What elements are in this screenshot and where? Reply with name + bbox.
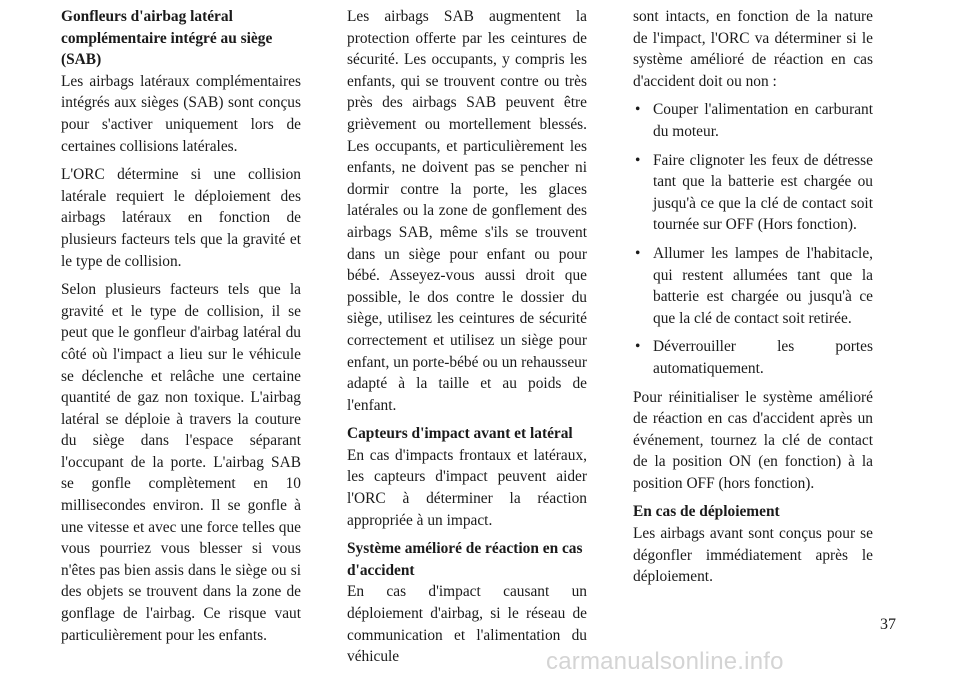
paragraph: Les airbags SAB augmentent la protection offerte par les ceintures de sécurité. Les occupants, y compris les enfants, qui se trouvent contre ou très près des airbags SAB peuvent être grièvement ou mortellement blessés. Les occupants, et particulièrement les enfants, ne doivent pas se pencher ni dormir contre la porte, les glaces latérales ou la zone de gonflement des airbags SAB, même s'ils se trouvent dans un siège pour enfant ou pour bébé. Asseyez-vous aussi droit que possible, le dos contre le dossier du siège, utilisez les ceintures de sécurité correctement et utilisez un siège pour enfant, un porte-bébé ou un rehausseur adapté à la taille et au poids de l'enfant.	[347, 8, 587, 414]
list-item: • Allumer les lampes de l'habitacle, qui restent allumées tant que la batterie est chargée ou jusqu'à ce que la clé de contact soit retirée.	[635, 244, 873, 327]
list-item: • Couper l'alimentation en carburant du moteur.	[635, 101, 873, 140]
section-heading-enhanced-response: Système amélioré de réaction en cas d'accident	[347, 540, 583, 579]
list-item: • Déverrouiller les portes automatiquement.	[635, 338, 873, 377]
bullet-icon: •	[635, 101, 641, 119]
text-column-middle	[347, 6, 587, 675]
section-heading-impact-sensors: Capteurs d'impact avant et latéral	[347, 425, 573, 443]
section-heading-deployment: En cas de déploiement	[633, 503, 780, 521]
watermark-text: carmanualsonline.info	[546, 648, 784, 675]
page-number: 37	[880, 616, 896, 633]
paragraph: Les airbags avant sont conçus pour se dégonfler immédiatement après le déploiement.	[633, 525, 873, 586]
list-item: • Faire clignoter les feux de détresse tant que la batterie est chargée ou jusqu'à ce que la clé de contact soit tournée sur OFF (Hors fonction).	[635, 151, 873, 234]
bullet-list	[633, 99, 873, 379]
text-column-left	[61, 6, 301, 653]
paragraph: Les airbags latéraux complémentaires intégrés aux sièges (SAB) sont conçus pour s'activer uniquement lors de certaines collisions latérales.	[61, 72, 301, 155]
bullet-icon: •	[635, 151, 641, 169]
paragraph: Selon plusieurs facteurs tels que la gravité et le type de collision, il se peut que le gonfleur d'airbag latéral du côté où l'impact a lieu sur le véhicule se déclenche et relâche une certaine quantité de gaz non toxique. L'airbag latéral se déploie à travers la couture du siège dans l'espace séparant l'occupant de la porte. L'airbag SAB se gonfle complètement en 10 millisecondes environ. Il se gonfle à une vitesse et avec une force telles que vous pourriez vous blesser si vous n'êtes pas bien assis dans le siège ou si des objets se trouvent dans la zone de gonflage de l'airbag. Ce risque vaut particulièrement pour les enfants.	[61, 281, 301, 644]
paragraph: En cas d'impact causant un déploiement d'airbag, si le réseau de communication et l'alimentation du véhicule	[347, 583, 587, 666]
paragraph: En cas d'impacts frontaux et latéraux, les capteurs d'impact peuvent aider l'ORC à déterminer la réaction appropriée à un impact.	[347, 446, 587, 529]
bullet-icon: •	[635, 244, 641, 262]
bullet-icon: •	[635, 338, 641, 356]
paragraph: sont intacts, en fonction de la nature de l'impact, l'ORC va déterminer si le système amélioré de réaction en cas d'accident doit ou non :	[633, 8, 873, 90]
paragraph: L'ORC détermine si une collision latérale requiert le déploiement des airbags latéraux en fonction de plusieurs facteurs tels que la gravité et le type de collision.	[61, 166, 301, 270]
text-column-right	[633, 6, 873, 595]
paragraph: Pour réinitialiser le système amélioré de réaction en cas d'accident après un événement, tournez la clé de contact de la position ON (en fonction) à la position OFF (hors fonction).	[633, 388, 873, 492]
section-heading-sab: Gonfleurs d'airbag latéral complémentaire intégré au siège (SAB)	[61, 8, 273, 69]
